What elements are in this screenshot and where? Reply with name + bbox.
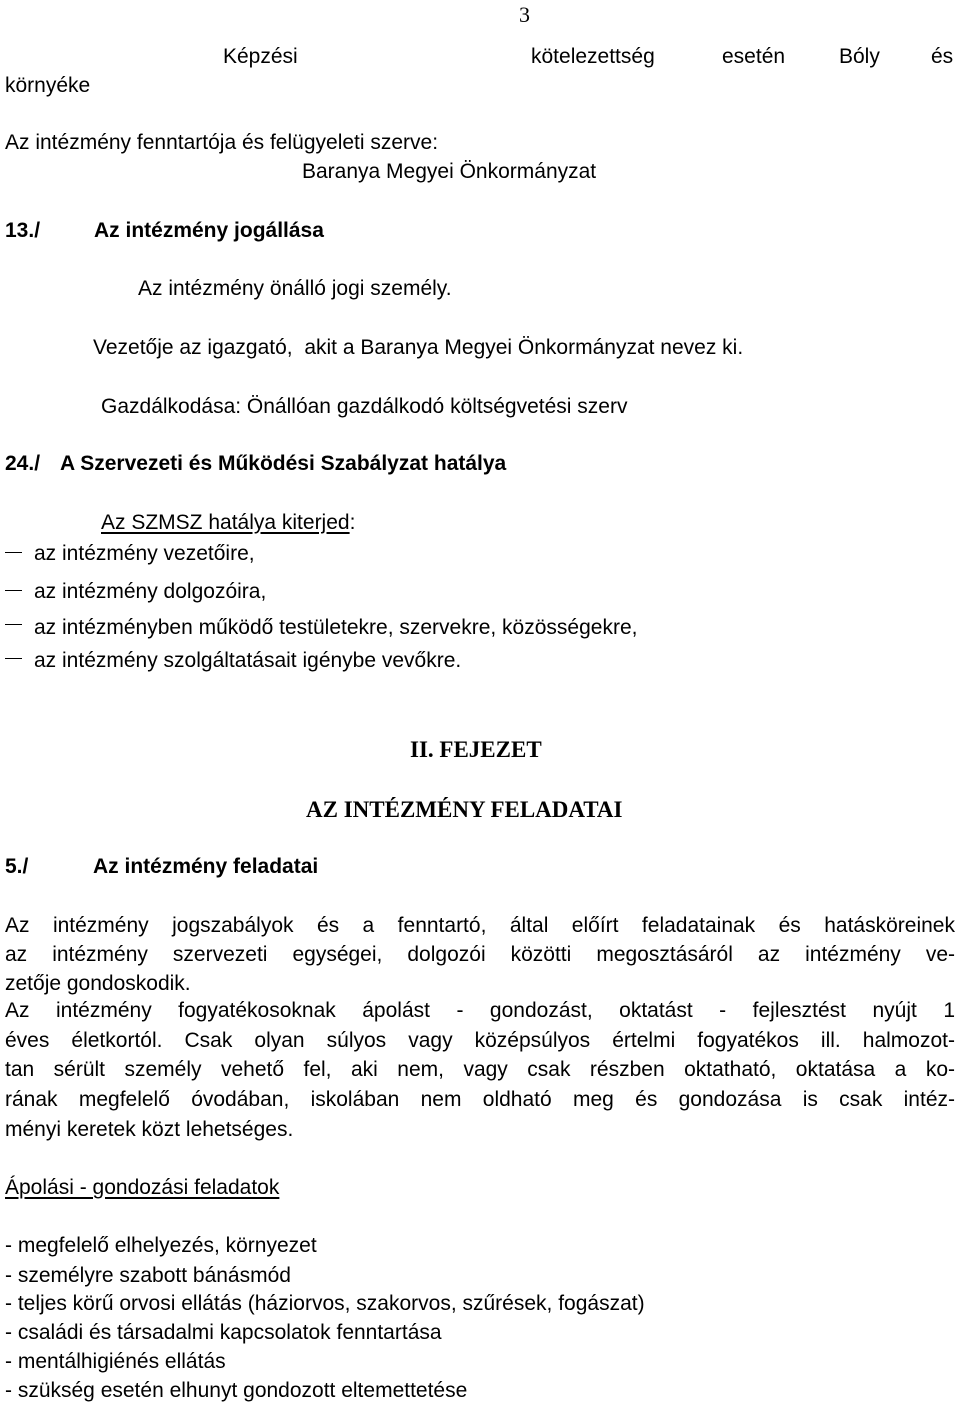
section-5-title: Az intézmény feladatai bbox=[93, 855, 319, 878]
section-13-line-2: Vezetője az igazgató, akit a Baranya Megyei Önkormányzat nevez ki. bbox=[93, 336, 744, 359]
dash-bullet bbox=[5, 658, 22, 659]
section-13-line-1: Az intézmény önálló jogi személy. bbox=[138, 277, 452, 300]
scope-item: az intézmény szolgáltatásait igénybe vevőkre. bbox=[34, 649, 462, 672]
section-24-number: 24./ bbox=[5, 452, 41, 475]
kepzesi-word-4: Bóly bbox=[839, 45, 880, 68]
paragraph-line: zetője gondoskodik. bbox=[5, 972, 191, 995]
list-item: - személyre szabott bánásmód bbox=[5, 1264, 291, 1287]
paragraph-line: tan sérült személy vehető fel, aki nem, vagy csak részben oktatható, oktatása a ko- bbox=[5, 1058, 955, 1081]
section-5-number: 5./ bbox=[5, 855, 29, 878]
apolasi-title: Ápolási - gondozási feladatok bbox=[5, 1176, 280, 1199]
list-item: - mentálhigiénés ellátás bbox=[5, 1350, 226, 1373]
section-13-line-3: Gazdálkodása: Önállóan gazdálkodó költségvetési szerv bbox=[101, 395, 628, 418]
dash-bullet bbox=[5, 552, 22, 553]
section-13-title: Az intézmény jogállása bbox=[94, 219, 324, 242]
chapter-title: AZ INTÉZMÉNY FELADATAI bbox=[306, 797, 623, 822]
paragraph-line: Az intézmény fogyatékosoknak ápolást - gondozást, oktatást - fejlesztést nyújt 1 bbox=[5, 999, 955, 1022]
kepzesi-word-2: kötelezettség bbox=[531, 45, 655, 68]
section-24-title: A Szervezeti és Működési Szabályzat hatálya bbox=[60, 452, 507, 475]
dash-bullet bbox=[5, 624, 22, 625]
paragraph-line: éves életkortól. Csak olyan súlyos vagy középsúlyos értelmi fogyatékos ill. halmozot- bbox=[5, 1029, 955, 1052]
kepzesi-word-5: és bbox=[931, 45, 954, 68]
fenntarto-value: Baranya Megyei Önkormányzat bbox=[302, 160, 597, 183]
section-13-number: 13./ bbox=[5, 219, 41, 242]
kornyeke-text: környéke bbox=[5, 74, 91, 97]
list-item: - teljes körű orvosi ellátás (háziorvos, szakorvos, szűrések, fogászat) bbox=[5, 1292, 645, 1315]
scope-label bbox=[101, 512, 355, 533]
fenntarto-label: Az intézmény fenntartója és felügyeleti szerve: bbox=[5, 131, 439, 154]
page-number: 3 bbox=[519, 2, 530, 27]
paragraph-line: az intézmény szervezeti egységei, dolgozói közötti megosztásáról az intézmény ve- bbox=[5, 943, 955, 966]
scope-label-text: Az SZMSZ hatálya kiterjed bbox=[101, 511, 350, 534]
scope-item: az intézményben működő testületekre, szervekre, közösségekre, bbox=[34, 616, 638, 639]
kepzesi-word-1: Képzési bbox=[223, 45, 298, 68]
scope-item: az intézmény vezetőire, bbox=[34, 542, 255, 565]
list-item: - családi és társadalmi kapcsolatok fenntartása bbox=[5, 1321, 442, 1344]
list-item: - szükség esetén elhunyt gondozott eltemettetése bbox=[5, 1379, 468, 1402]
chapter-number: II. FEJEZET bbox=[410, 737, 542, 762]
paragraph-line: rának megfelelő óvodában, iskolában nem oldható meg és gondozása is csak intéz- bbox=[5, 1088, 955, 1111]
list-item: - megfelelő elhelyezés, környezet bbox=[5, 1234, 317, 1257]
paragraph-line: ményi keretek közt lehetséges. bbox=[5, 1118, 294, 1141]
kepzesi-word-3: esetén bbox=[722, 45, 786, 68]
scope-item: az intézmény dolgozóira, bbox=[34, 580, 267, 603]
paragraph-line: Az intézmény jogszabályok és a fenntartó, által előírt feladatainak és hatásköreinek bbox=[5, 914, 955, 937]
dash-bullet bbox=[5, 590, 22, 591]
scope-label-colon: : bbox=[349, 511, 356, 534]
